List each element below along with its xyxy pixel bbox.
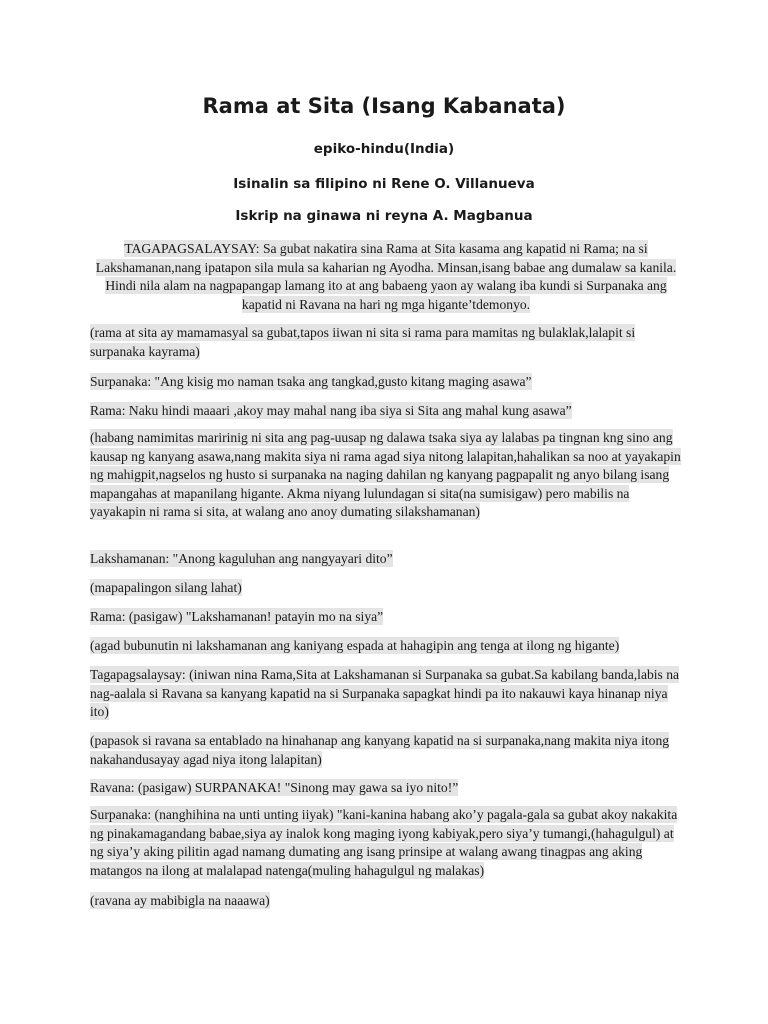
paragraph-stage-direction	[90, 637, 682, 656]
subtitle-translator: Isinalin sa filipino ni Rene O. Villanueva	[233, 176, 535, 192]
subtitle-script-author: Iskrip na ginawa ni reyna A. Magbanua	[235, 208, 533, 224]
paragraph-dialogue	[90, 608, 682, 627]
paragraph-text: (ravana ay mabibigla na naaawa)	[90, 893, 270, 908]
paragraph-text: Rama: Naku hindi maaari ,akoy may mahal nang iba siya si Sita ang mahal kung asawa”	[90, 403, 572, 418]
paragraph-text: Surpanaka: "Ang kisig mo naman tsaka ang tangkad,gusto kitang maging asawa”	[90, 374, 532, 389]
paragraph-narrator	[90, 666, 682, 722]
paragraph-dialogue	[90, 373, 682, 392]
paragraph-dialogue	[90, 402, 682, 421]
paragraph-dialogue	[90, 779, 682, 798]
paragraph-text: Surpanaka: (nanghihina na unti unting iiyak) "kani-kanina habang ako’y pagala-gala sa gubat akoy nakakita ng pinakamagandang babae,siya ay inalok kong maging iyong kabiyak,pero siya’y tumangi,(hahagulgul) at ng siya’y aking pilitin agad namang dumating ang isang prinsipe at walang awang tinagpas ang aking matangos na ilong at malalapad natenga(muling hahagulgul ng malakas)	[90, 807, 678, 878]
paragraph-text: Rama: (pasigaw) "Lakshamanan! patayin mo na siya”	[90, 609, 384, 624]
document-title: Rama at Sita (Isang Kabanata)	[202, 94, 566, 118]
paragraph-stage-direction	[90, 579, 682, 598]
paragraph-text: Ravana: (pasigaw) SURPANAKA! "Sinong may gawa sa iyo nito!”	[90, 780, 459, 795]
paragraph-stage-direction	[90, 324, 682, 361]
paragraph-text: TAGAPAGSALAYSAY: Sa gubat nakatira sina Rama at Sita kasama ang kapatid ni Rama; na si Lakshamanan,nang ipatapon sila mula sa kaharian ng Ayodha. Minsan,isang babae ang dumalaw sa kanila. Hindi nila alam na nagpapangap lamang ito at ang babaeng yaon ay walang iba kundi si Surpanaka ang kapatid ni Ravana na hari ng mga higante’tdemonyo.	[95, 241, 677, 312]
paragraph-text: (agad bubunutin ni lakshamanan ang kaniyang espada at hahagipin ang tenga at ilong ng higante)	[90, 638, 620, 653]
paragraph-text: (papasok si ravana sa entablado na hinahanap ang kanyang kapatid na si surpanaka,nang makita niya itong nakahandusayay agad niya itong lalapitan)	[90, 733, 670, 767]
paragraph-text: (habang namimitas maririnig ni sita ang pag-uusap ng dalawa tsaka siya ay lalabas pa tingnan kng sino ang kausap ng kanyang asawa,nang makita siya ni rama agad siya nitong lalapitan,hahalikan sa noo at yayakapin ng mahigpit,nagselos ng husto si surpanaka na naging dahilan ng kanyang pagpapalit ng anyo bilang isang mapangahas at mapanilang higante. Akma niyang lulundagan si sita(na sumisigaw) pero mabilis na yayakapin ni rama si sita, at walang ano anoy dumating silakshamanan)	[90, 430, 681, 520]
paragraph-text: Tagapagsalaysay: (iniwan nina Rama,Sita at Lakshamanan si Surpanaka sa gubat.Sa kabilang banda,labis na nag-aalala si Ravana sa kanyang kapatid na si Surpanaka sapagkat hindi pa ito nakauwi kaya hinanap niya ito)	[90, 667, 680, 720]
paragraph-text: Lakshamanan: "Anong kaguluhan ang nangyayari dito”	[90, 551, 393, 566]
paragraph-stage-direction	[90, 732, 682, 769]
paragraph-stage-direction	[90, 429, 682, 522]
paragraph-text: (rama at sita ay mamamasyal sa gubat,tapos iiwan ni sita si rama para mamitas ng bulaklak,lalapit si surpanaka kayrama)	[90, 325, 636, 359]
paragraph-dialogue	[90, 806, 682, 880]
paragraph-narrator-intro	[90, 240, 682, 314]
subtitle-genre: epiko-hindu(India)	[313, 141, 455, 157]
paragraph-stage-direction	[90, 892, 682, 911]
paragraph-text: (mapapalingon silang lahat)	[90, 580, 242, 595]
paragraph-dialogue	[90, 550, 682, 569]
